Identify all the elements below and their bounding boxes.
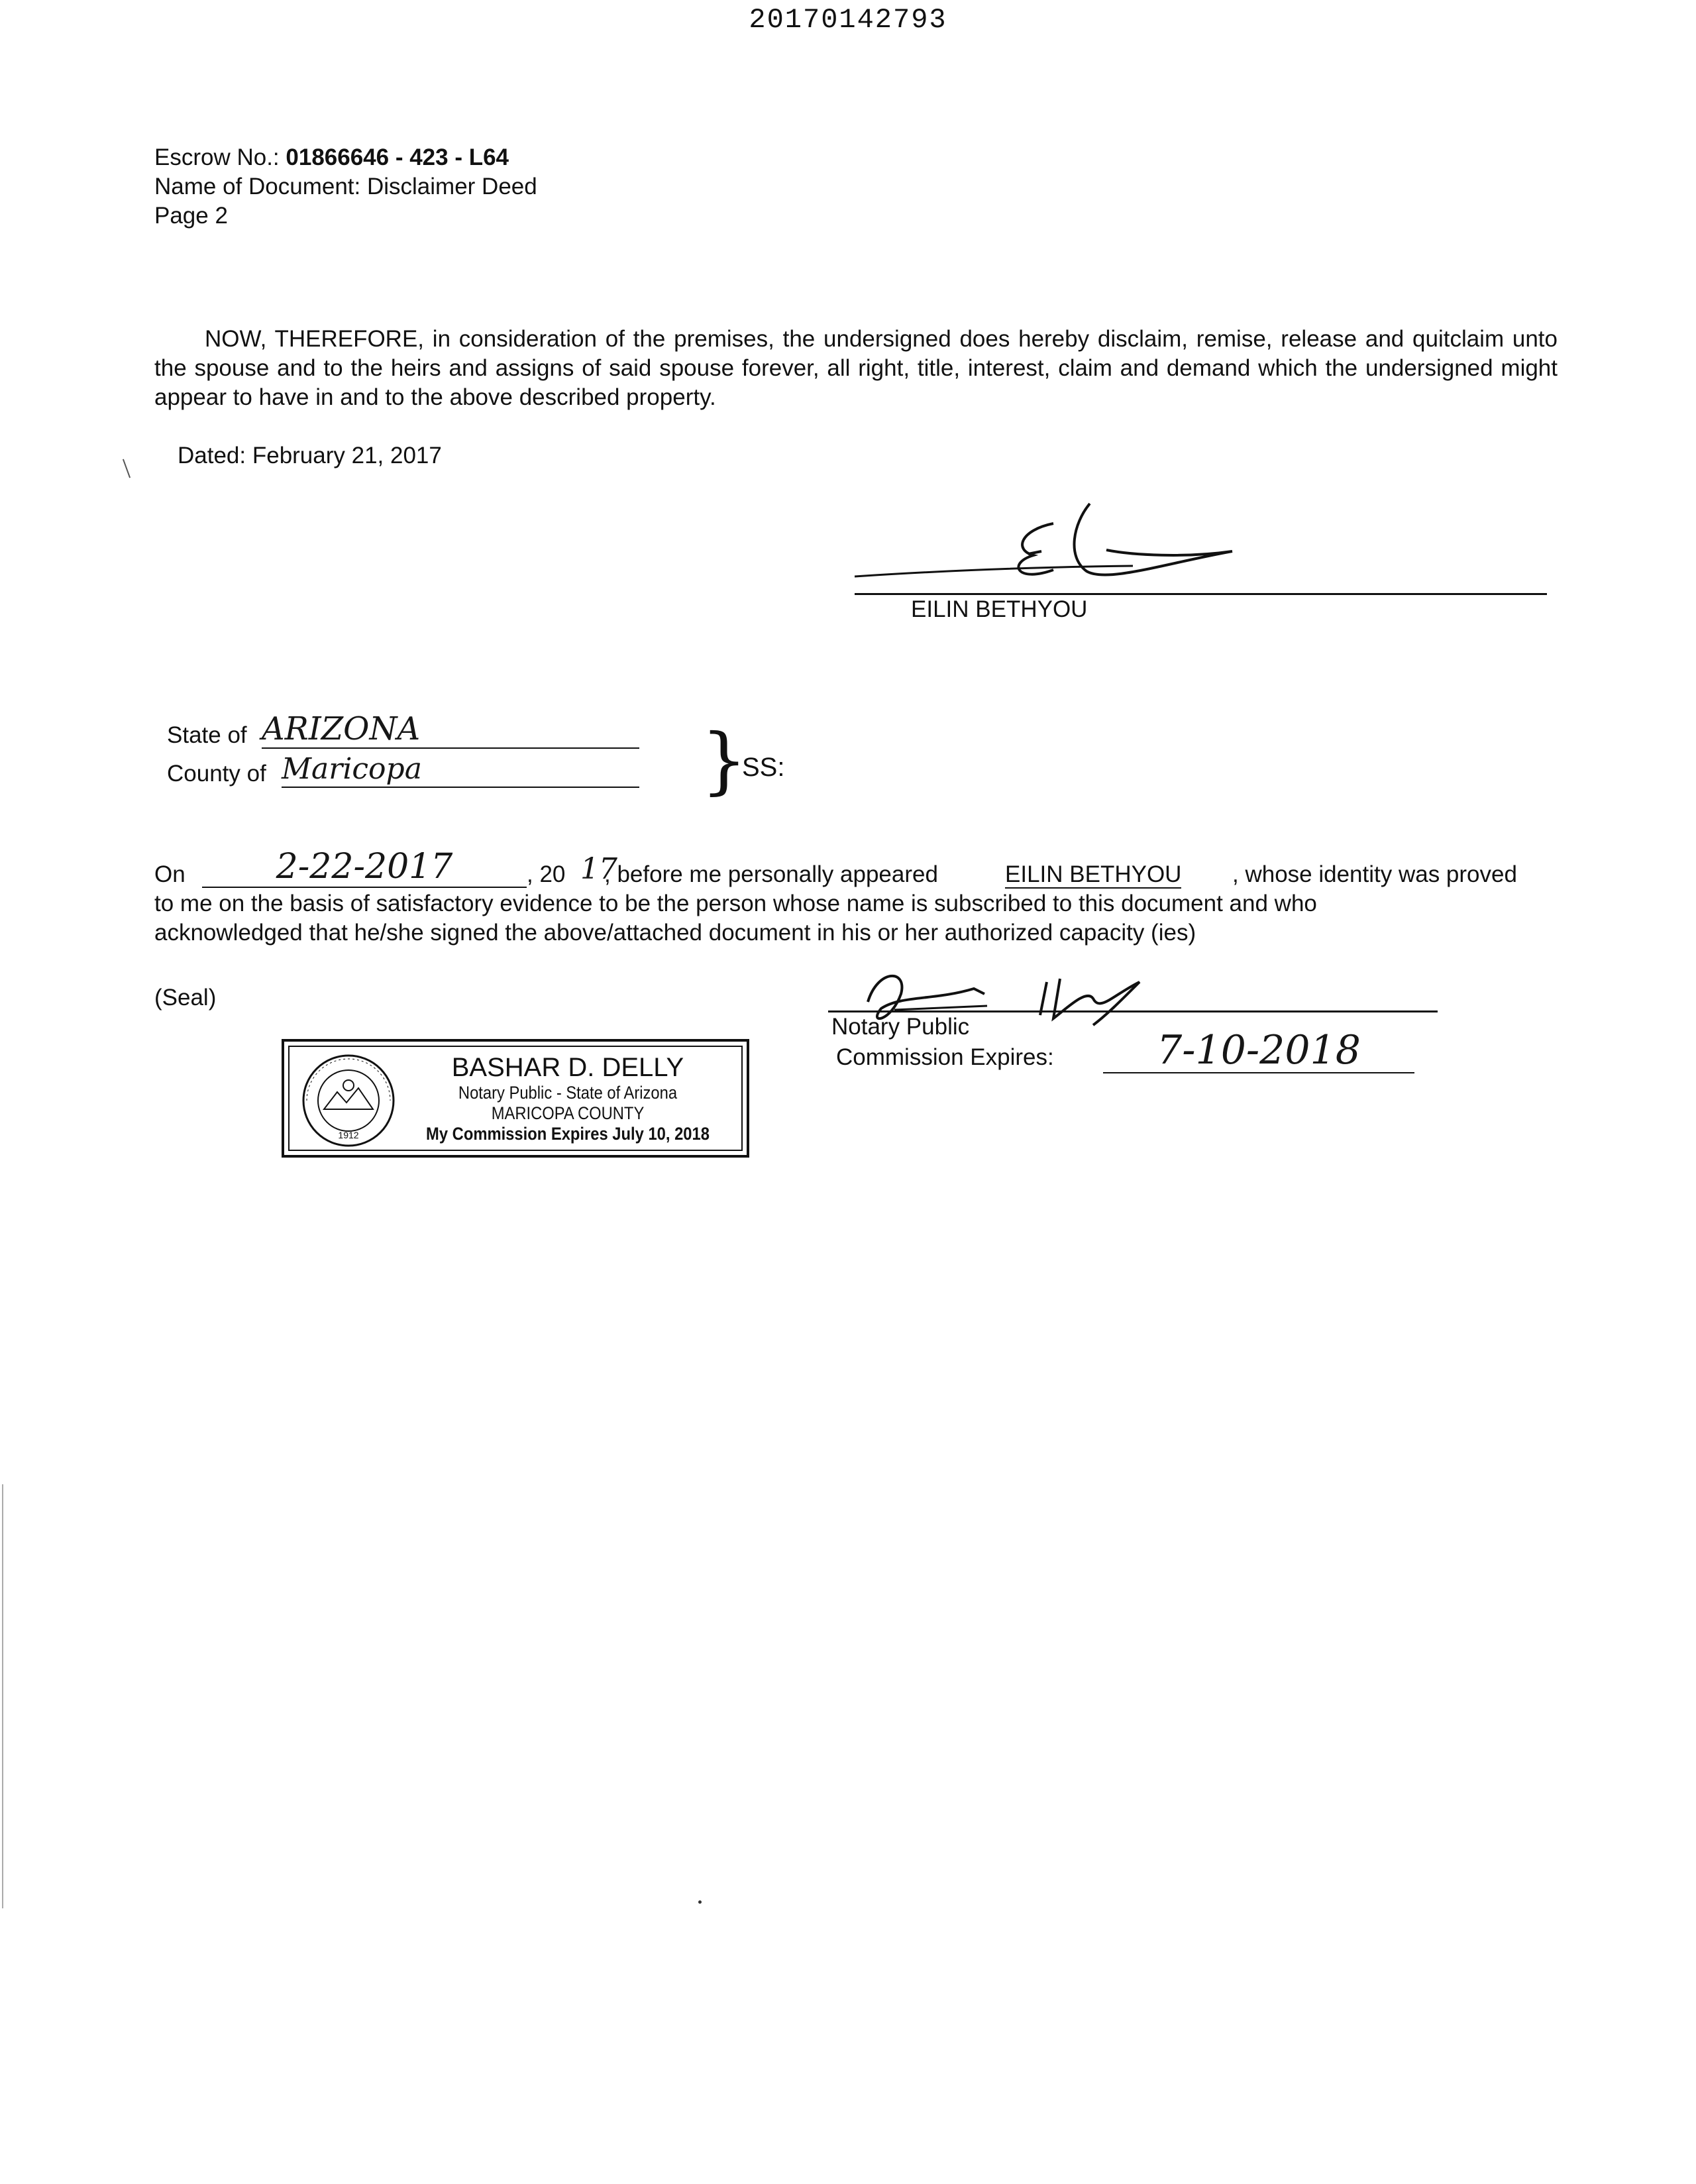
scan-speck: [123, 459, 131, 478]
notary-stamp: [282, 1039, 749, 1158]
disclaimer-paragraph: NOW, THEREFORE, in consideration of the premises, the undersigned does hereby disclaim, remise, release and quitclaim unto the spouse and to the heirs and assigns of said spouse forever, all right, title, interest, claim and demand which the undersigned might appear to have in and to the above described property.: [154, 326, 1558, 410]
state-handwritten: ARIZONA: [262, 710, 639, 749]
appeared-name-text: EILIN BETHYOU: [1005, 861, 1182, 887]
on-label: On: [154, 861, 186, 887]
notary-stamp-inner-border: [288, 1046, 743, 1151]
year-handwritten: 17: [580, 852, 617, 886]
seal-label: (Seal): [154, 985, 217, 1010]
notary-stamp-name: BASHAR D. DELLY: [451, 1053, 684, 1082]
notary-stamp-line2: MARICOPA COUNTY: [491, 1103, 645, 1123]
commission-expires-handwritten: 7-10-2018: [1103, 1028, 1414, 1073]
county-handwritten: Maricopa: [282, 752, 639, 788]
notary-stamp-line1: Notary Public - State of Arizona: [458, 1083, 678, 1103]
state-label: State of: [167, 722, 247, 748]
appeared-name: [997, 861, 1189, 888]
document-name-label: Name of Document:: [154, 174, 361, 199]
notary-stamp-line3: My Commission Expires July 10, 2018: [426, 1124, 710, 1144]
signer-signature: [855, 497, 1252, 590]
page-number: Page 2: [154, 203, 228, 229]
document-name-line: [154, 172, 537, 201]
notary-signature-line: [828, 1010, 1438, 1012]
notary-stamp-text: [399, 1052, 736, 1144]
escrow-number: 01866646 - 423 - L64: [286, 144, 509, 170]
recording-number: 20170142793: [749, 4, 947, 36]
acknowledgment-date-handwritten: 2-22-2017: [202, 847, 527, 888]
dated-line: Dated: February 21, 2017: [178, 443, 442, 468]
document-header: [154, 143, 537, 231]
escrow-line: [154, 143, 537, 172]
notary-public-label: Notary Public: [831, 1014, 970, 1040]
signer-signature-line: [855, 593, 1547, 595]
county-label: County of: [167, 761, 266, 787]
escrow-label: Escrow No.:: [154, 144, 280, 170]
year-prefix: , 20: [527, 861, 566, 887]
ack-line1-rest: , whose identity was proved: [1232, 861, 1517, 887]
commission-label: Commission Expires:: [836, 1044, 1054, 1070]
ss-label: SS:: [742, 753, 785, 782]
scan-edge-line: [2, 1484, 3, 1908]
scan-dot: [698, 1900, 702, 1904]
brace-icon: }: [701, 718, 747, 802]
state-seal-icon: [299, 1051, 398, 1150]
ack-line3: acknowledged that he/she signed the above/attached document in his or her authorized capacity (ies): [154, 920, 1196, 946]
signer-printed-name: EILIN BETHYOU: [911, 596, 1088, 622]
seal-year: 1912: [338, 1130, 359, 1140]
document-name-value: Disclaimer Deed: [366, 174, 537, 199]
before-text: , before me personally appeared: [604, 861, 938, 887]
ack-line2: to me on the basis of satisfactory evidence to be the person whose name is subscribed to this document and who: [154, 891, 1317, 916]
